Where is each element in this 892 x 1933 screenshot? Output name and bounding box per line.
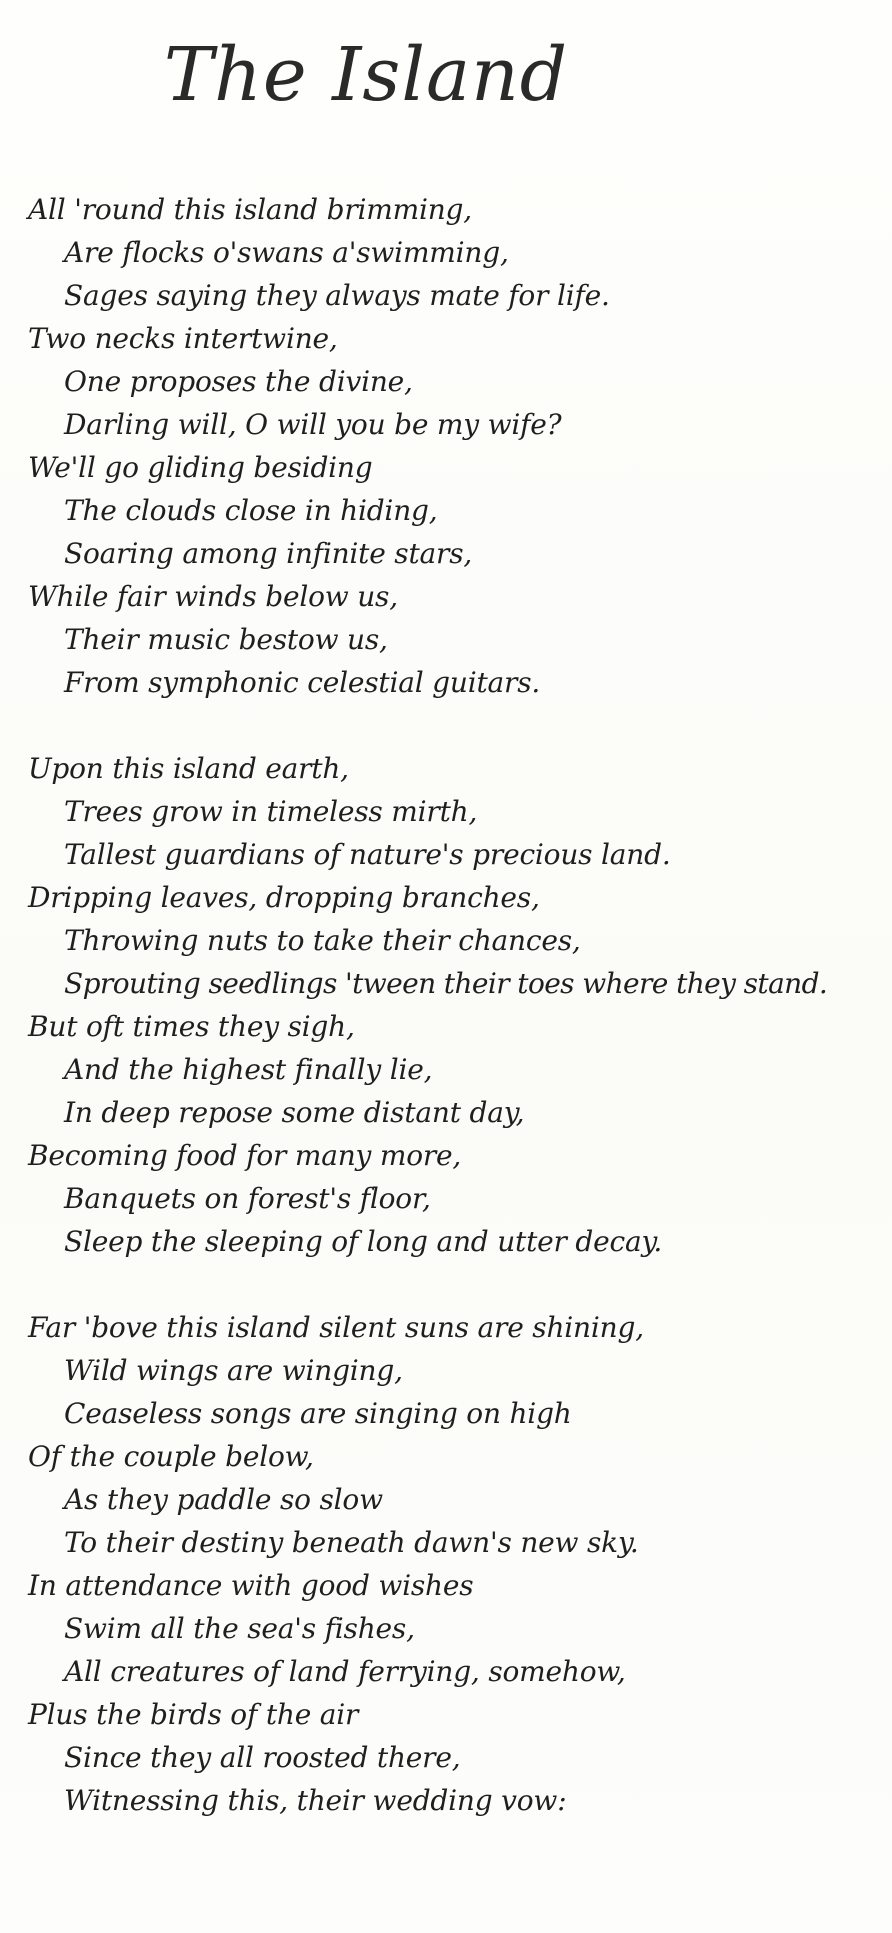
poem-line: And the highest finally lie, [64, 1053, 433, 1086]
poem-line: Wild wings are winging, [64, 1354, 403, 1387]
poem-line: Their music bestow us, [64, 623, 388, 656]
poem-line: Since they all roosted there, [64, 1741, 461, 1774]
poem-line: Of the couple below, [28, 1440, 314, 1473]
poem-line: Becoming food for many more, [28, 1139, 462, 1172]
poem-body [28, 188, 878, 1822]
poem-line: Throwing nuts to take their chances, [64, 924, 581, 957]
poem-line: Tallest guardians of nature's precious land. [64, 838, 671, 871]
poem-line: In attendance with good wishes [28, 1569, 474, 1602]
poem-line: From symphonic celestial guitars. [64, 666, 541, 699]
poem-line: Swim all the sea's fishes, [64, 1612, 415, 1645]
poem-line: We'll go gliding besiding [28, 451, 373, 484]
poem-line: The clouds close in hiding, [64, 494, 438, 527]
poem-line: Sages saying they always mate for life. [64, 279, 610, 312]
poem-line: Plus the birds of the air [28, 1698, 359, 1731]
poem-line: Far 'bove this island silent suns are shining, [28, 1311, 644, 1344]
poem-line: One proposes the divine, [64, 365, 413, 398]
poem-line: While fair winds below us, [28, 580, 398, 613]
poem-line: In deep repose some distant day, [64, 1096, 525, 1129]
poem-line: Dripping leaves, dropping branches, [28, 881, 540, 914]
poem-line: Witnessing this, their wedding vow: [64, 1784, 567, 1817]
poem-title: The Island [163, 32, 569, 118]
poem-line: But oft times they sigh, [28, 1010, 355, 1043]
poem-line: Darling will, O will you be my wife? [64, 408, 562, 441]
poem-line: To their destiny beneath dawn's new sky. [64, 1526, 639, 1559]
stanza-2 [28, 747, 878, 1263]
poem-line: Soaring among infinite stars, [64, 537, 473, 570]
poem-line: Are flocks o'swans a'swimming, [64, 236, 509, 269]
poem-line: All creatures of land ferrying, somehow, [64, 1655, 626, 1688]
poem-line: Upon this island earth, [28, 752, 349, 785]
poem-line: As they paddle so slow [64, 1483, 383, 1516]
poem-line: Two necks intertwine, [28, 322, 338, 355]
stanza-1 [28, 188, 878, 704]
poem-line: Sleep the sleeping of long and utter decay. [64, 1225, 663, 1258]
poem-line: Trees grow in timeless mirth, [64, 795, 478, 828]
poem-line: Ceaseless songs are singing on high [64, 1397, 572, 1430]
poem-line: Sprouting seedlings 'tween their toes where they stand. [64, 967, 828, 1000]
poem-line: Banquets on forest's floor, [64, 1182, 431, 1215]
stanza-3 [28, 1306, 878, 1822]
poem-line: All 'round this island brimming, [28, 193, 472, 226]
